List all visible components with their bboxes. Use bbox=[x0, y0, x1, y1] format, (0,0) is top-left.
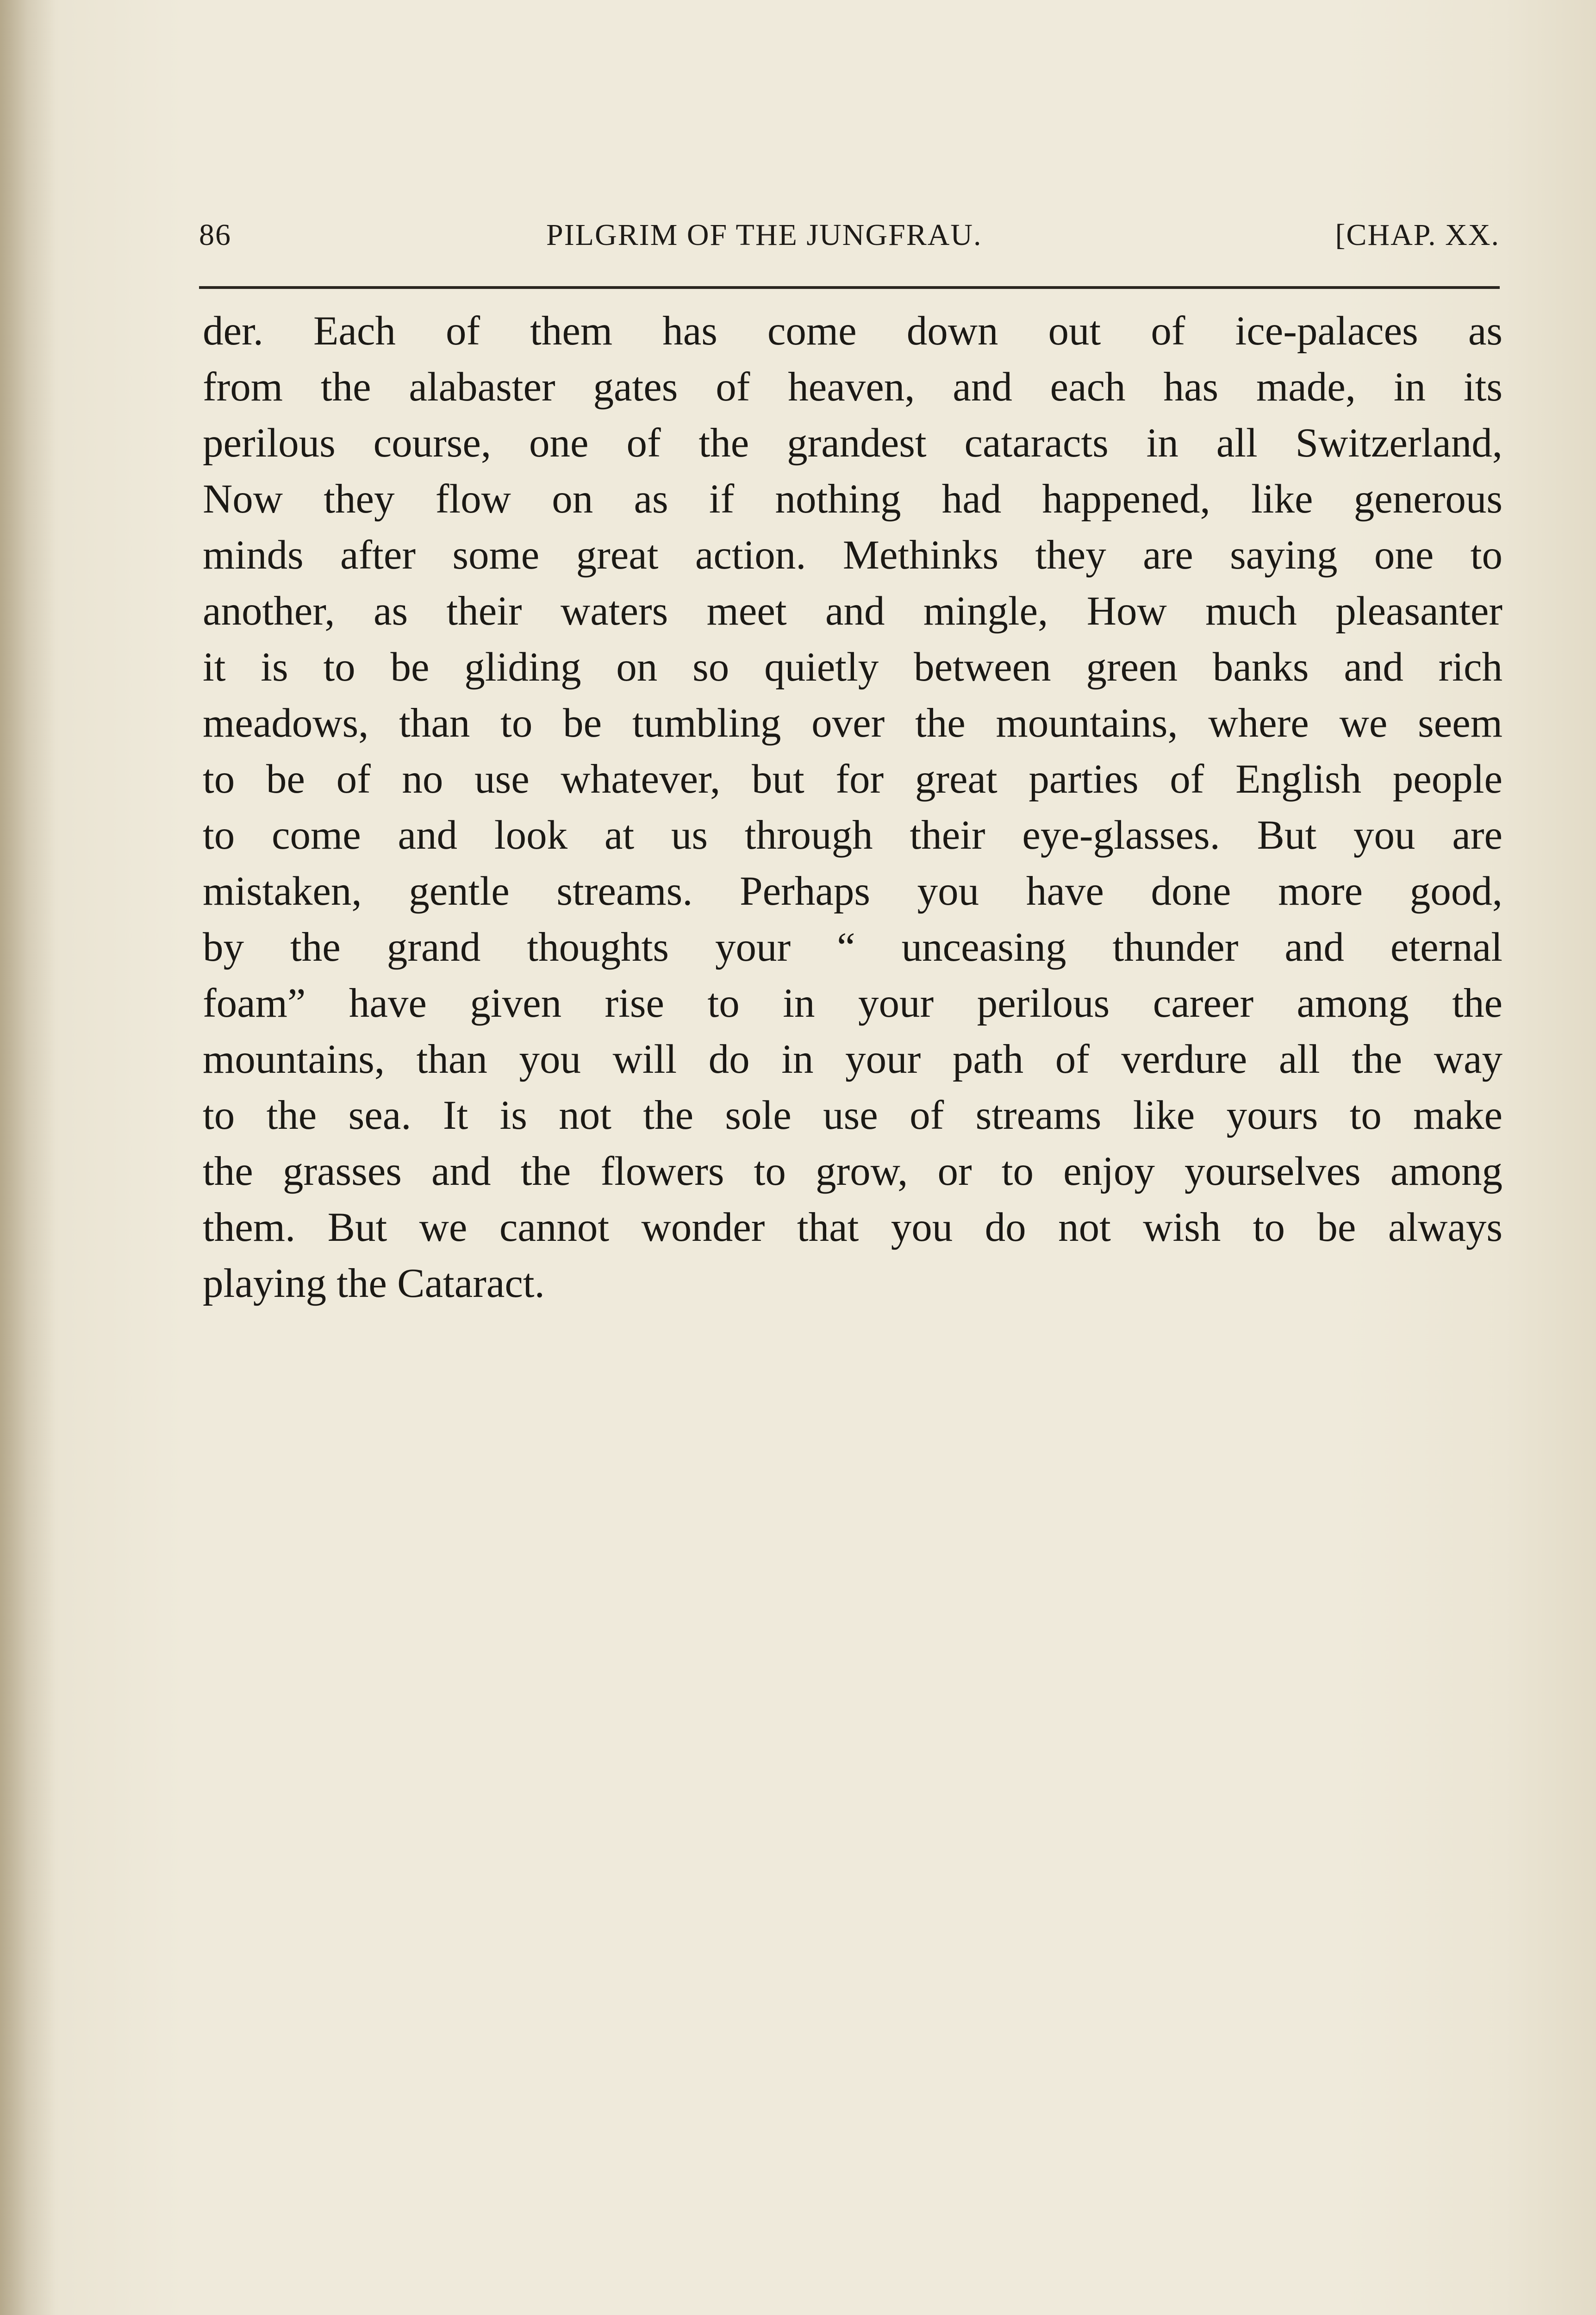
text-line: to be of no use whatever, but for great parties of English people bbox=[203, 757, 1502, 802]
running-header bbox=[199, 218, 1500, 255]
text-line: another, as their waters meet and mingle, How much pleasanter bbox=[203, 588, 1502, 634]
text-line: meadows, than to be tumbling over the mountains, where we seem bbox=[203, 701, 1502, 746]
text-line: to the sea. It is not the sole use of streams like yours to make bbox=[203, 1093, 1502, 1138]
chapter-marker: [CHAP. XX. bbox=[1335, 218, 1500, 252]
text-line: foam” have given rise to in your perilous career among the bbox=[203, 981, 1502, 1026]
running-title: PILGRIM OF THE JUNGFRAU. bbox=[546, 218, 982, 252]
text-line: to come and look at us through their eye-glasses. But you are bbox=[203, 813, 1502, 858]
text-line: perilous course, one of the grandest cataracts in all Switzerland, bbox=[203, 420, 1502, 466]
text-line: Now they flow on as if nothing had happened, like generous bbox=[203, 476, 1502, 522]
text-line: playing the Cataract. bbox=[203, 1261, 545, 1306]
text-line: from the alabaster gates of heaven, and each has made, in its bbox=[203, 364, 1502, 410]
body-text bbox=[203, 303, 1502, 1312]
header-rule bbox=[199, 286, 1500, 289]
text-line: the grasses and the flowers to grow, or to enjoy yourselves among bbox=[203, 1149, 1502, 1194]
text-line: der. Each of them has come down out of ice-palaces as bbox=[203, 308, 1502, 354]
text-line: them. But we cannot wonder that you do not wish to be always bbox=[203, 1205, 1502, 1250]
page-number: 86 bbox=[199, 218, 231, 252]
text-line: it is to be gliding on so quietly between green banks and rich bbox=[203, 644, 1502, 690]
text-line: mountains, than you will do in your path of verdure all the way bbox=[203, 1037, 1502, 1082]
text-line: mistaken, gentle streams. Perhaps you have done more good, bbox=[203, 869, 1502, 914]
binding-shadow bbox=[0, 0, 56, 2315]
text-line: by the grand thoughts your “ unceasing thunder and eternal bbox=[203, 925, 1502, 970]
text-line: minds after some great action. Methinks they are saying one to bbox=[203, 532, 1502, 578]
